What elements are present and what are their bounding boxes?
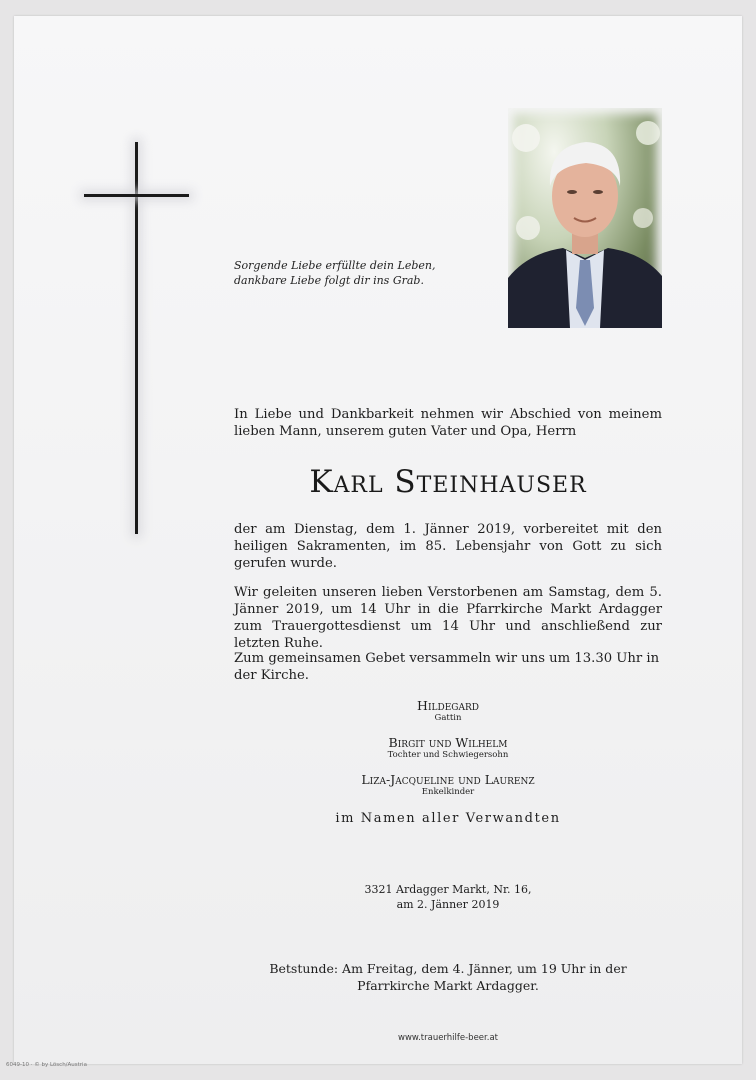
death-announcement: der am Dienstag, dem 1. Jänner 2019, vorbereitet mit den heiligen Sakramenten, im 85. Lebensjahr von Gott zu sich gerufen wurde. — [234, 522, 662, 571]
mourner-names: Hildegard — [417, 698, 479, 713]
place-and-date — [234, 882, 662, 912]
portrait-photo — [508, 108, 662, 328]
cross-vertical-bar — [135, 142, 138, 534]
deceased-last-name: Steinhauser — [394, 464, 587, 500]
mourner-names: Birgit und Wilhelm — [388, 735, 508, 750]
prayer-hour-line-1: Betstunde: Am Freitag, dem 4. Jänner, um 19 Uhr in der — [269, 961, 627, 976]
portrait-illustration — [508, 108, 662, 328]
mourner-relation: Gattin — [434, 713, 462, 723]
memorial-quote — [234, 258, 494, 288]
mourner-relation: Tochter und Schwiegersohn — [387, 750, 509, 760]
relatives-line: im Namen aller Verwandten — [335, 811, 561, 826]
intro-text: In Liebe und Dankbarkeit nehmen wir Abschied von meinem lieben Mann, unserem guten Vater und Opa, Herrn — [234, 407, 662, 439]
prayer-hour-line-2: Pfarrkirche Markt Ardagger. — [357, 978, 539, 993]
quote-line-1: Sorgende Liebe erfüllte dein Leben, — [234, 259, 436, 272]
mourner-names: Liza-Jacqueline und Laurenz — [361, 772, 535, 787]
quote-line-2: dankbare Liebe folgt dir ins Grab. — [234, 274, 424, 287]
mourner-relation: Enkelkinder — [421, 787, 475, 797]
mourner-entry — [234, 735, 662, 761]
mourner-entry — [234, 698, 662, 724]
obituary-sheet — [14, 16, 742, 1064]
print-code: 6049-10 · © by Lösch/Austria — [6, 1062, 87, 1068]
issue-date: am 2. Jänner 2019 — [396, 898, 500, 911]
deceased-name — [234, 464, 662, 500]
deceased-first-name: Karl — [309, 464, 384, 500]
prayer-hour — [234, 960, 662, 994]
cross-icon — [84, 142, 189, 537]
website-url: www.trauerhilfe-beer.at — [398, 1033, 498, 1043]
cross-horizontal-bar — [84, 194, 189, 197]
address: 3321 Ardagger Markt, Nr. 16, — [364, 883, 532, 896]
funeral-details: Wir geleiten unseren lieben Verstorbenen am Samstag, dem 5. Jänner 2019, um 14 Uhr in die Pfarrkirche Markt Ardagger zum Trauergottesdienst um 14 Uhr und anschließend zur letzten Ruhe. — [234, 585, 662, 651]
prayer-gathering: Zum gemeinsamen Gebet versammeln wir uns um 13.30 Uhr in der Kirche. — [234, 651, 660, 683]
mourner-entry — [234, 772, 662, 798]
